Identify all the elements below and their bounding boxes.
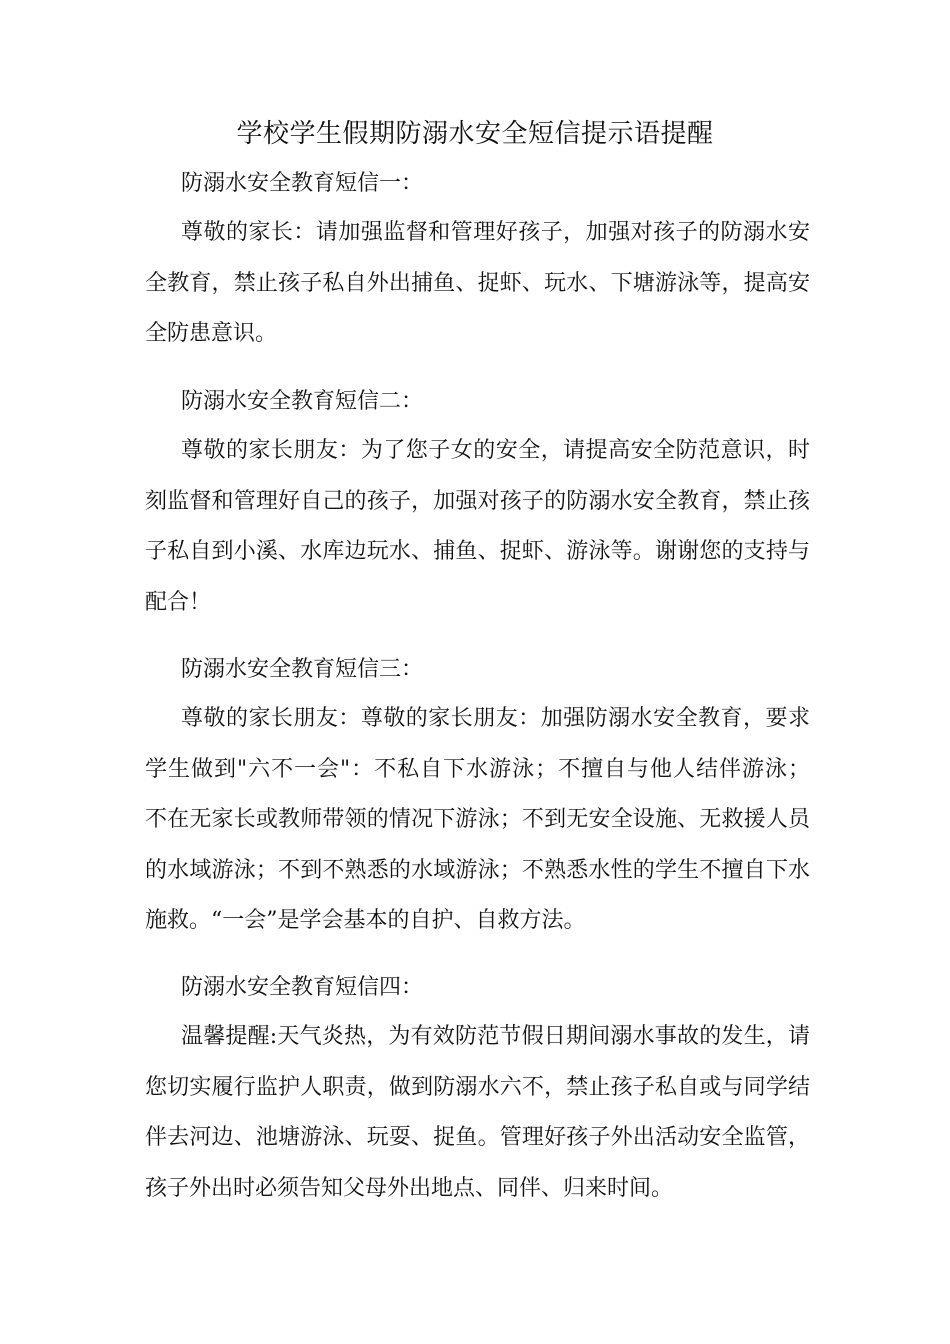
- section-body: 尊敬的家长：请加强监督和管理好孩子，加强对孩子的防溺水安全教育，禁止孩子私自外出捕鱼、捉虾、玩水、下塘游泳等，提高安全防患意识。: [145, 220, 810, 346]
- section-heading: 防溺水安全教育短信二：: [181, 389, 424, 414]
- section-heading: 防溺水安全教育短信四：: [181, 975, 424, 1000]
- section-body: 尊敬的家长朋友：为了您子女的安全，请提高安全防范意识，时刻监督和管理好自己的孩子，加强对孩子的防溺水安全教育，禁止孩子私自到小溪、水库边玩水、捕鱼、捉虾、游泳等。谢谢您的支持与配合！: [145, 438, 810, 615]
- sms-section-1: [145, 164, 810, 360]
- section-heading: 防溺水安全教育短信三：: [181, 657, 424, 682]
- document-title: 学校学生假期防溺水安全短信提示语提醒: [236, 119, 714, 149]
- sms-section-2: [145, 382, 810, 628]
- sms-section-4: [145, 968, 810, 1214]
- section-body: 温馨提醒:天气炎热，为有效防范节假日期间溺水事故的发生，请您切实履行监护人职责，做到防溺水六不，禁止孩子私自或与同学结伴去河边、池塘游泳、玩耍、捉鱼。管理好孩子外出活动安全监管，孩子外出时必须告知父母外出地点、同伴、归来时间。: [145, 1024, 810, 1201]
- section-heading: 防溺水安全教育短信一：: [181, 171, 424, 196]
- sms-section-3: [145, 650, 810, 947]
- section-body: 尊敬的家长朋友：尊敬的家长朋友：加强防溺水安全教育，要求学生做到"六不一会"：不私自下水游泳；不擅自与他人结伴游泳； 不在无家长或教师带领的情况下游泳；不到无安全设施、无救援人员的水域游泳；不到不熟悉的水域游泳；不熟悉水性的学生不擅自下水施救。“一会”是学会基本的自护、自救方法。: [145, 706, 810, 933]
